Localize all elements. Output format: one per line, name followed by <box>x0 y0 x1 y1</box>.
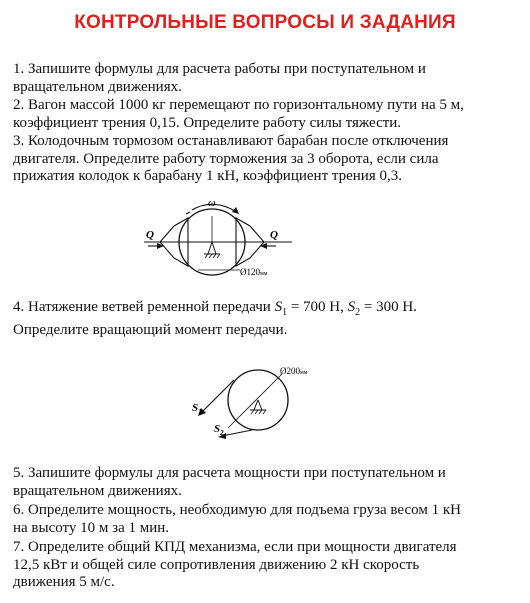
s2-label: $S_2$ <box>214 423 224 437</box>
s1-label: $S_1$ <box>192 402 202 416</box>
question-4: 4. Натяжение ветвей ременной передачи $S_1 = 700$ Н, $S_2 = 300$ Н. Определите вращающий момент передачи. <box>13 299 417 338</box>
brake-drum-diagram <box>140 196 300 282</box>
pulley-diameter-label: Ø200мм <box>280 366 308 376</box>
diameter-label: Ø120мм <box>240 267 268 277</box>
page-title: КОНТРОЛЬНЫЕ ВОПРОСЫ И ЗАДАНИЯ <box>74 12 456 33</box>
question-1: 1. Запишите формулы для расчета работы при поступательном и вращательном движениях. <box>13 61 426 95</box>
question-6: 6. Определите мощность, необходимую для подъема груза весом 1 кН на высоту 10 м за 1 мин. <box>13 502 461 536</box>
omega-label: ω <box>208 197 216 209</box>
belt-pulley-diagram <box>190 362 340 444</box>
question-5: 5. Запишите формулы для расчета мощности при поступательном и вращательном движениях. <box>13 465 446 499</box>
belt-branch-s2 <box>222 430 252 436</box>
q-left-label: Q <box>146 229 154 241</box>
question-3: 3. Колодочным тормозом останавливают барабан после отключения двигателя. Определите работу торможения за 3 оборота, если сила прижатия колодок к барабану 1 кН, коэффициент трения 0,3. <box>13 133 449 184</box>
question-7: 7. Определите общий КПД механизма, если при мощности двигателя 12,5 кВт и общей силе сопротивления движению 2 кН скорость движения 5 м/с. <box>13 539 457 590</box>
question-2: 2. Вагон массой 1000 кг перемещают по горизонтальному пути на 5 м, коэффициент трения 0,15. Определите работу силы тяжести. <box>13 97 464 131</box>
q-right-label: Q <box>270 229 278 241</box>
